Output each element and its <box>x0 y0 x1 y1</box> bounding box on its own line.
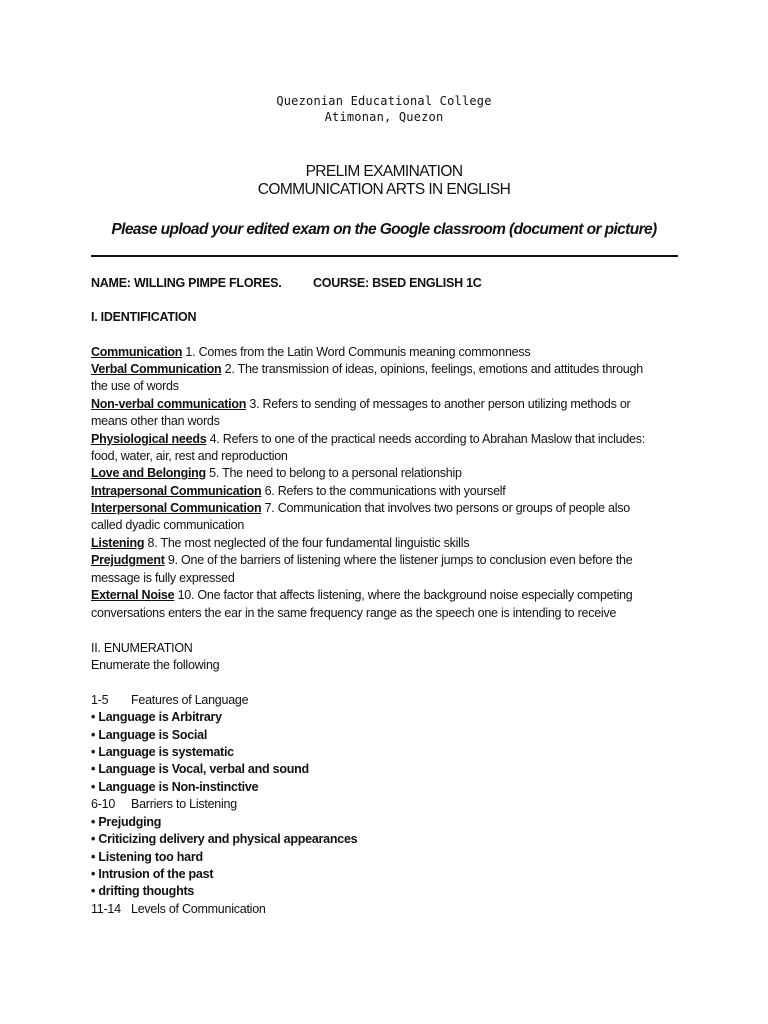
question-text: 5. The need to belong to a personal relationship <box>205 466 462 480</box>
question-text: 8. The most neglected of the four fundamental linguistic skills <box>144 536 470 550</box>
identification-item <box>91 588 633 602</box>
header-divider <box>91 255 678 257</box>
question-text: 10. One factor that affects listening, where the background noise especially competing <box>174 588 633 602</box>
identification-item <box>91 553 632 567</box>
answer-term: Verbal Communication <box>91 362 222 376</box>
upload-instruction: Please upload your edited exam on the Google classroom (document or picture) <box>111 221 657 238</box>
question-continuation: called dyadic communication <box>91 518 245 532</box>
identification-item <box>91 501 630 515</box>
question-continuation: conversations enters the ear in the same frequency range as the speech one is intending to receive <box>91 606 617 620</box>
question-continuation: food, water, air, rest and reproduction <box>91 449 288 463</box>
course-title: COMMUNICATION ARTS IN ENGLISH <box>257 181 511 198</box>
answer-term: Physiological needs <box>91 432 207 446</box>
question-continuation: message is fully expressed <box>91 571 235 585</box>
answer-term: Interpersonal Communication <box>91 501 262 515</box>
question-text: 2. The transmission of ideas, opinions, feelings, emotions and attitudes through <box>221 362 643 376</box>
identification-item <box>91 397 630 411</box>
list-item: • Language is systematic <box>91 745 234 759</box>
identification-item <box>91 345 530 359</box>
identification-item <box>91 536 469 550</box>
answer-term: Intrapersonal Communication <box>91 484 262 498</box>
enumeration-group-heading <box>91 797 237 811</box>
answer-term: Non-verbal communication <box>91 397 247 411</box>
answer-term: Communication <box>91 345 183 359</box>
exam-title: PRELIM EXAMINATION <box>305 163 463 180</box>
list-item: • Language is Social <box>91 728 208 742</box>
list-item: • Listening too hard <box>91 850 203 864</box>
enumeration-group-heading <box>91 693 248 707</box>
group-number: 6-10 <box>91 797 116 811</box>
list-item: • Language is Non-instinctive <box>91 780 259 794</box>
student-name: NAME: WILLING PIMPE FLORES. <box>91 276 282 290</box>
identification-item <box>91 466 462 480</box>
question-text: 6. Refers to the communications with yourself <box>261 484 506 498</box>
question-continuation: means other than words <box>91 414 220 428</box>
list-item: • Criticizing delivery and physical appearances <box>91 832 358 846</box>
identification-item <box>91 362 643 376</box>
question-text: 9. One of the barriers of listening where the listener jumps to conclusion even before the <box>164 553 633 567</box>
question-text: 3. Refers to sending of messages to another person utilizing methods or <box>246 397 631 411</box>
answer-term: Listening <box>91 536 145 550</box>
question-continuation: the use of words <box>91 379 179 393</box>
group-number: 1-5 <box>91 693 109 707</box>
enumeration-group-heading <box>91 902 266 916</box>
answer-term: Prejudgment <box>91 553 165 567</box>
student-course: COURSE: BSED ENGLISH 1C <box>313 276 482 290</box>
enumeration-instruction: Enumerate the following <box>91 658 220 672</box>
list-item: • drifting thoughts <box>91 884 195 898</box>
identification-item <box>91 484 506 498</box>
list-item: • Prejudging <box>91 815 162 829</box>
list-item: • Language is Arbitrary <box>91 710 222 724</box>
question-text: 1. Comes from the Latin Word Communis meaning commonness <box>182 345 531 359</box>
school-location: Atimonan, Quezon <box>324 110 444 124</box>
question-text: 7. Communication that involves two persons or groups of people also <box>261 501 630 515</box>
section-heading-identification: I. IDENTIFICATION <box>91 310 197 324</box>
question-text: 4. Refers to one of the practical needs according to Abrahan Maslow that includes: <box>206 432 645 446</box>
answer-term: Love and Belonging <box>91 466 206 480</box>
school-name: Quezonian Educational College <box>276 94 492 108</box>
group-title: Levels of Communication <box>131 902 266 916</box>
answer-term: External Noise <box>91 588 175 602</box>
section-heading-enumeration: II. ENUMERATION <box>91 641 193 655</box>
group-number: 11-14 <box>91 902 121 916</box>
group-title: Barriers to Listening <box>131 797 237 811</box>
list-item: • Intrusion of the past <box>91 867 214 881</box>
list-item: • Language is Vocal, verbal and sound <box>91 762 309 776</box>
group-title: Features of Language <box>131 693 249 707</box>
identification-item <box>91 432 645 446</box>
